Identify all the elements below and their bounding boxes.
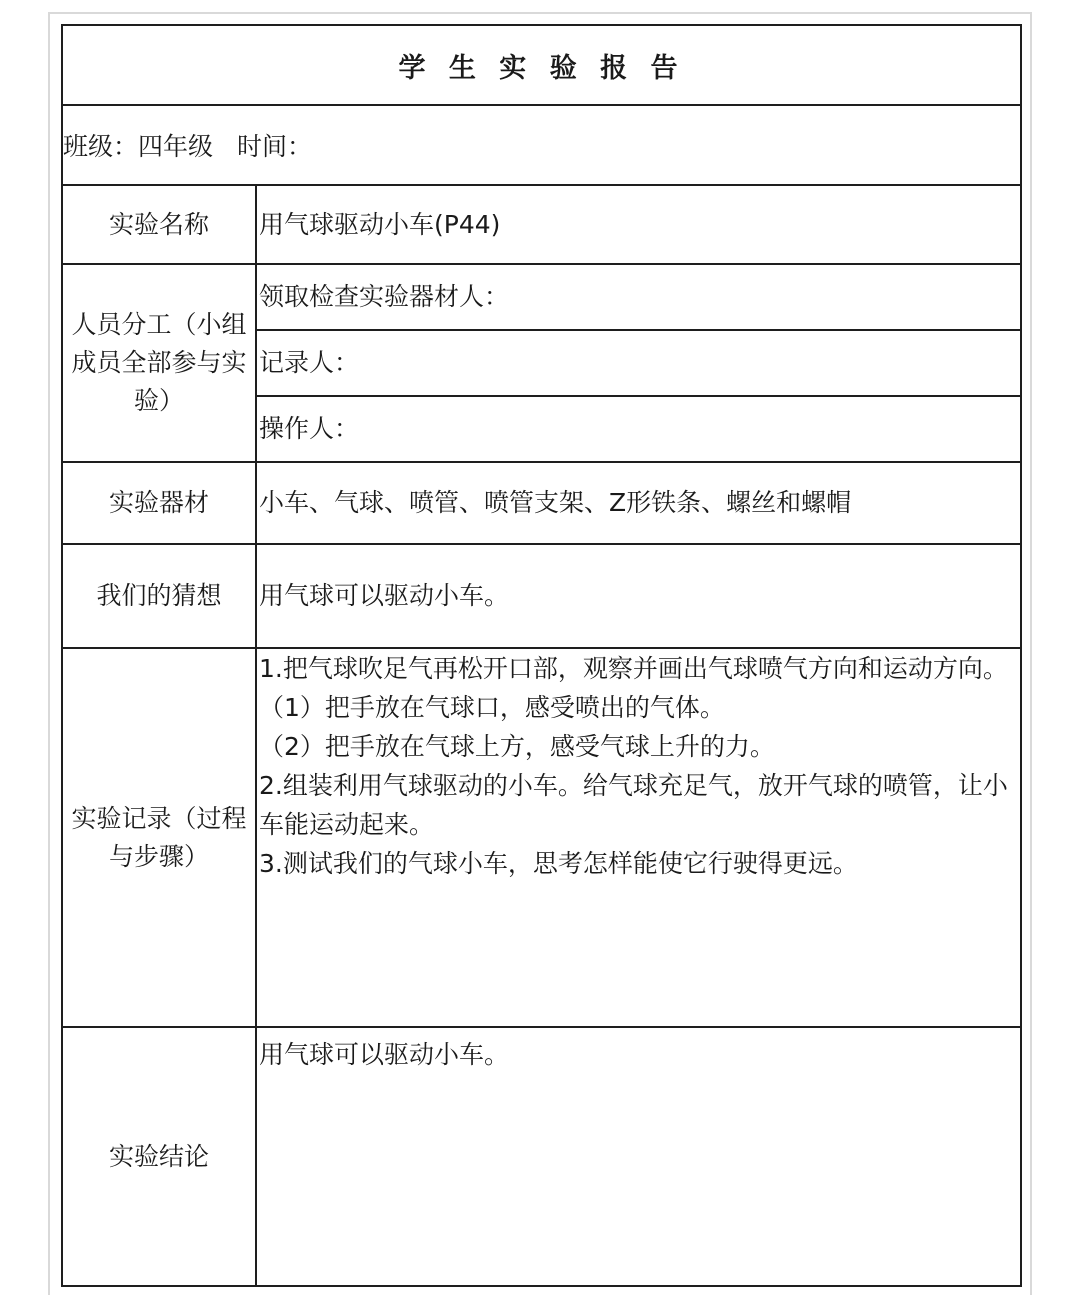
process-row <box>62 648 1021 1027</box>
guess-label: 我们的猜想 <box>62 544 256 648</box>
staff-row-1 <box>62 264 1021 330</box>
class-label: 班级：四年级 <box>63 132 214 161</box>
guess-value: 用气球可以驱动小车。 <box>256 544 1021 648</box>
time-label: 时间： <box>237 132 313 161</box>
experiment-name-label: 实验名称 <box>62 185 256 264</box>
conclusion-label: 实验结论 <box>62 1027 256 1286</box>
conclusion-row <box>62 1027 1021 1286</box>
process-content <box>256 648 1021 1027</box>
report-title: 学 生 实 验 报 告 <box>62 25 1021 105</box>
equipment-value: 小车、气球、喷管、喷管支架、Z形铁条、螺丝和螺帽 <box>256 462 1021 544</box>
process-substep-1: （1）把手放在气球口，感受喷出的气体。 <box>259 693 725 722</box>
experiment-name-row <box>62 185 1021 264</box>
staff-label: 人员分工（小组成员全部参与实验） <box>62 264 256 462</box>
equipment-label: 实验器材 <box>62 462 256 544</box>
staff-item-operator: 操作人： <box>256 396 1021 462</box>
experiment-report-table <box>61 24 1022 1287</box>
process-step-3: 3.测试我们的气球小车，思考怎样能使它行驶得更远。 <box>259 849 858 878</box>
staff-item-recorder: 记录人： <box>256 330 1021 396</box>
class-time-row <box>62 105 1021 185</box>
conclusion-value: 用气球可以驱动小车。 <box>256 1027 1021 1286</box>
experiment-name-value: 用气球驱动小车(P44) <box>256 185 1021 264</box>
equipment-row <box>62 462 1021 544</box>
guess-row <box>62 544 1021 648</box>
staff-item-checker: 领取检查实验器材人： <box>256 264 1021 330</box>
process-step-2: 2.组装利用气球驱动的小车。给气球充足气，放开气球的喷管，让小车能运动起来。 <box>259 771 1008 839</box>
process-label: 实验记录（过程与步骤） <box>62 648 256 1027</box>
process-substep-2: （2）把手放在气球上方，感受气球上升的力。 <box>259 732 775 761</box>
process-step-1: 1.把气球吹足气再松开口部，观察并画出气球喷气方向和运动方向。 <box>259 654 1008 683</box>
